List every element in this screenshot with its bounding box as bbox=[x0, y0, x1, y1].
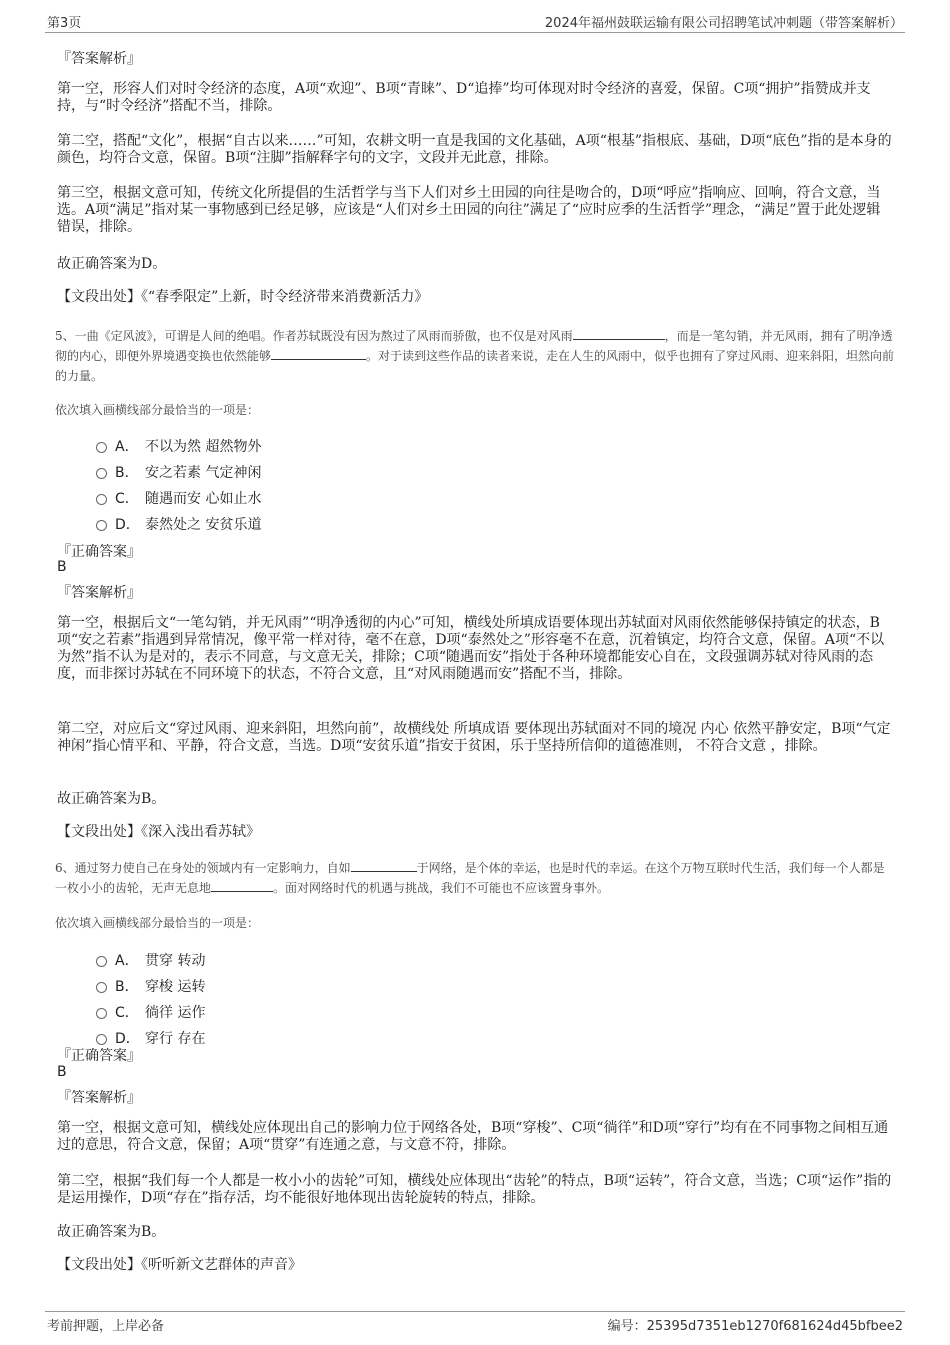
q6-analysis-label: 『答案解析』 bbox=[57, 1090, 141, 1106]
page-header bbox=[45, 10, 905, 33]
document-title: 2024年福州鼓联运输有限公司招聘笔试冲刺题（带答案解析） bbox=[544, 16, 903, 31]
q4-analysis-para2: 第二空，搭配“文化”，根据“自古以来……”可知，农耕文明一直是我国的文化基础，A项“根基”指根底、基础，D项“底色”指的是本身的颜色，均符合文意，保留。B项“注脚”指解释字句的文字，文段并无此意，排除。 bbox=[57, 133, 892, 166]
q6-option-c[interactable]: C． 徜徉 运作 bbox=[96, 1002, 205, 1020]
q6-option-d[interactable]: D． 穿行 存在 bbox=[96, 1028, 205, 1046]
q4-analysis-para1: 第一空，形容人们对时令经济的态度，A项“欢迎”、B项“青睐”、D“追捧”均可体现对时令经济的喜爱，保留。C项“拥护”指赞成并支持，与“时令经济”搭配不当，排除。 bbox=[57, 81, 871, 114]
radio-icon[interactable] bbox=[96, 468, 107, 479]
q6-question-part1: 6、通过努力使自己在身处的领域内有一定影响力，自如 bbox=[55, 861, 351, 875]
q6-blank-1 bbox=[351, 859, 417, 872]
q6-question-part3: 。面对网络时代的机遇与挑战，我们不可能也不应该置身事外。 bbox=[273, 881, 610, 895]
radio-icon[interactable] bbox=[96, 520, 107, 531]
q5-source: 【文段出处】《深入浅出看苏轼》 bbox=[57, 824, 260, 840]
q6-conclusion: 故正确答案为B。 bbox=[57, 1224, 166, 1240]
q4-source: 【文段出处】《“春季限定”上新，时令经济带来消费新活力》 bbox=[57, 289, 429, 305]
q5-analysis-para2: 第二空，对应后文“穿过风雨、迎来斜阳，坦然向前”，故横线处 所填成语 要体现出苏轼面对不同的境况 内心 依然平静安定，B项“气定神闲”指心情平和、平静，符合文意，当选。D项“安贫乐道”指安于贫困，乐于坚持所信仰的道德准则， 不符合文意 ，排除。 bbox=[57, 721, 891, 754]
q4-analysis-label: 『答案解析』 bbox=[57, 51, 141, 67]
q5-option-c[interactable]: C． 随遇而安 心如止水 bbox=[96, 488, 261, 506]
q5-option-d[interactable]: D． 泰然处之 安贫乐道 bbox=[96, 514, 261, 532]
footer-motto: 考前押题，上岸必备 bbox=[47, 1319, 165, 1334]
q5-option-b[interactable]: B． 安之若素 气定神闲 bbox=[96, 462, 261, 480]
footer-code: 编号：25395d7351eb1270f681624d45bfbee2 bbox=[607, 1319, 903, 1334]
radio-icon[interactable] bbox=[96, 1034, 107, 1045]
radio-icon[interactable] bbox=[96, 956, 107, 967]
q5-correct-label: 『正确答案』 bbox=[57, 544, 141, 560]
q6-analysis-para1: 第一空，根据文意可知，横线处应体现出自己的影响力位于网络各处，B项“穿梭”、C项“徜徉”和D项“穿行”均有在不同事物之间相互通过的意思，符合文意，保留；A项“贯穿”有连通之意，与文意不符，排除。 bbox=[57, 1120, 889, 1153]
q6-option-b[interactable]: B． 穿梭 运转 bbox=[96, 976, 205, 994]
q5-analysis-para1: 第一空，根据后文“一笔勾销，并无风雨”“明净透彻的内心”可知，横线处所填成语要体现出苏轼面对风雨依然能够保持镇定的状态，B项“安之若素”指遇到异常情况，像平常一样对待，毫不在意，D项“泰然处之”形容毫不在意，沉着镇定，均符合文意，保留。A项“不以为然”指不认为是对的，表示不同意，与文意无关，排除；C项“随遇而安”指处于各种环境都能安心自在，文段强调苏轼对待风雨的态度，而非探讨苏轼在不同环境下的状态，不符合文意，且“对风雨随遇而安”搭配不当，排除。 bbox=[57, 615, 885, 682]
q5-question-part2: ，而是一笔勾销，并无风雨，拥有了明净透彻的内心，即便外界境遇变换也依然能够 bbox=[55, 329, 893, 363]
q6-ask: 依次填入画横线部分最恰当的一项是： bbox=[55, 916, 260, 930]
q6-source: 【文段出处】《听听新文艺群体的声音》 bbox=[57, 1257, 302, 1273]
radio-icon[interactable] bbox=[96, 442, 107, 453]
q6-correct-answer: B bbox=[57, 1064, 67, 1080]
page-footer bbox=[45, 1311, 905, 1334]
q5-ask: 依次填入画横线部分最恰当的一项是： bbox=[55, 403, 260, 417]
q5-question-part1: 5、一曲《定风波》，可谓是人间的绝唱。作者苏轼既没有因为熬过了风雨而骄傲，也不仅是对风雨 bbox=[55, 329, 573, 343]
q5-question-part3: 。对于读到这些作品的读者来说，走在人生的风雨中，似乎也拥有了穿过风雨、迎来斜阳，坦然向前的力量。 bbox=[55, 349, 895, 383]
q5-conclusion: 故正确答案为B。 bbox=[57, 791, 166, 807]
q6-analysis-para2: 第二空，根据“我们每一个人都是一枚小小的齿轮”可知，横线处应体现出“齿轮”的特点，B项“运转”，符合文意，当选；C项“运作”指的是运用操作，D项“存在”指存活，均不能很好地体现出齿轮旋转的特点，排除。 bbox=[57, 1173, 892, 1206]
q5-blank-2 bbox=[271, 347, 366, 360]
q4-analysis-para3: 第三空，根据文意可知，传统文化所提倡的生活哲学与当下人们对乡土田园的向往是吻合的，D项“呼应”指响应、回响，符合文意，当选。A项“满足”指对某一事物感到已经足够，应该是“人们对乡土田园的向往”满足了“应时应季的生活哲学”理念，“满足”置于此处逻辑错误，排除。 bbox=[57, 185, 881, 235]
page-number: 第3页 bbox=[47, 16, 82, 31]
q6-question bbox=[55, 858, 895, 898]
q5-blank-1 bbox=[573, 327, 665, 340]
q6-correct-label: 『正确答案』 bbox=[57, 1048, 141, 1064]
q6-blank-2 bbox=[211, 879, 273, 892]
q5-correct-answer: B bbox=[57, 559, 67, 575]
radio-icon[interactable] bbox=[96, 982, 107, 993]
q6-question-part2: 于网络，是个体的幸运，也是时代的幸运。在这个万物互联时代生活，我们每一个人都是一枚小小的齿轮，无声无息地 bbox=[55, 861, 885, 895]
radio-icon[interactable] bbox=[96, 1008, 107, 1019]
q4-conclusion: 故正确答案为D。 bbox=[57, 256, 167, 272]
q5-analysis-label: 『答案解析』 bbox=[57, 585, 141, 601]
q5-question bbox=[55, 326, 895, 386]
q6-option-a[interactable]: A． 贯穿 转动 bbox=[96, 950, 205, 968]
radio-icon[interactable] bbox=[96, 494, 107, 505]
q5-option-a[interactable]: A． 不以为然 超然物外 bbox=[96, 436, 261, 454]
